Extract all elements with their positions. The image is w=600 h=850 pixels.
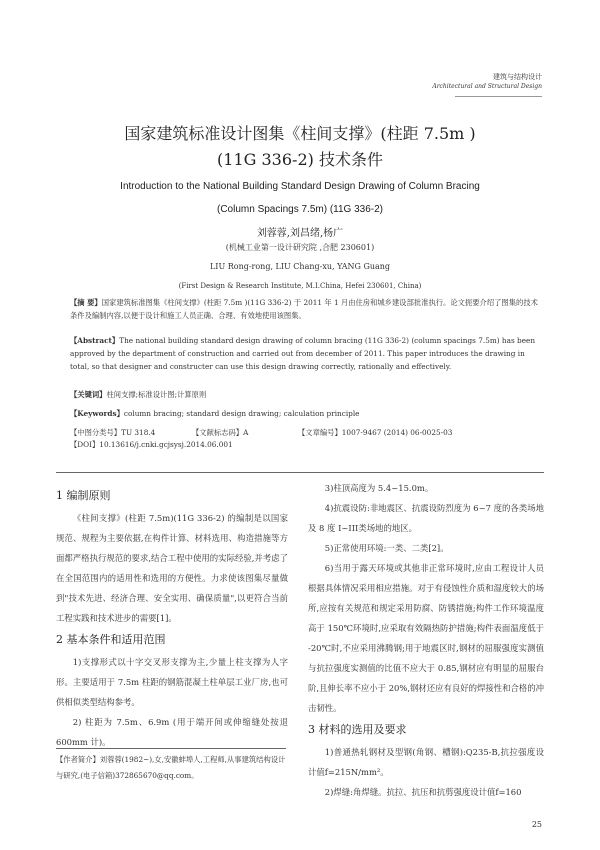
abstract-en-text: The national building standard design drawing of column bracing (11G 336-2) (column spacings 7.5m) has been approved by the department of construction and carried out from december of 2011. This paper introduces the drawing in total, so that designer and constructer can use this design drawing correctly, rationally and effectively. (70, 336, 536, 371)
title-cn-line2: (11G 336-2) 技术条件 (217, 150, 383, 169)
article-id: 【文章编号】1007-9467 (2014) 06-0025-03 (298, 428, 453, 437)
section-2-title: 2 基本条件和适用范围 (56, 633, 166, 646)
keywords-en-label: 【Keywords】 (70, 409, 124, 418)
condition-5: 5)正常使用环境:一类、二类[2]。 (324, 543, 449, 553)
clc-number: 【中图分类号】TU 318.4 (70, 428, 156, 437)
keywords-cn-text: 柱间支撑;标准设计图;计算原则 (106, 390, 207, 399)
material-2: 2)焊缝:角焊缝。抗拉、抗压和抗剪强度设计值f=160 (324, 787, 522, 797)
left-column (56, 484, 288, 752)
keywords-en (70, 407, 540, 420)
running-header (432, 72, 542, 92)
condition-4: 4)抗震设防:非地震区、抗震设防烈度为 6~7 度的各类场地及 8 度 I~III类场地的地区。 (308, 503, 544, 533)
condition-3: 3)柱顶高度为 5.4~15.0m。 (324, 483, 434, 493)
condition-6: 6)当用于露天环境或其他非正常环境时,应由工程设计人员根据具体情况采用相应措施。对于有侵蚀性介质和湿度较大的场所,应按有关规范和规定采用防腐、防锈措施;构件工作环境温度高于 150℃环境时,应采取有效隔热防护措施;构件表面温度低于 -20℃时,不应采用沸腾钢;用于地震区时,钢材的屈服强度实测值与抗拉强度实测值的比值不应大于 0.85,钢材应有明显的屈服台阶,且伸长率不应小于 20%,钢材还应有良好的焊接性和合格的冲击韧性。 (308, 563, 544, 713)
keywords-en-text: column bracing; standard design drawing; calculation principle (123, 409, 360, 418)
document-code: 【文献标志码】A (192, 428, 249, 437)
section-2-para-1: 1)支撑形式以十字交叉形支撑为主,少量上柱支撑为人字形。主要适用于 7.5m 柱距的钢筋混凝土柱单层工业厂房,也可供相似类型结构参考。 (56, 657, 288, 707)
page-number: 25 (531, 820, 542, 829)
abstract-en (70, 334, 540, 373)
header-cn: 建筑与结构设计 (493, 73, 542, 81)
abstract-en-label: 【Abstract】 (70, 336, 120, 345)
header-rule (455, 96, 542, 97)
section-1-title: 1 编制原则 (56, 489, 111, 502)
abstract-cn-text: 国家建筑标准图集《柱间支撑》(柱距 7.5m )(11G 336-2) 于 2011 年 1 月由住房和城乡建设部批准执行。论文扼要介绍了图集的技术条件及编制内容,以便于设计和施工人员正确、合理、有效地使用该图集。 (70, 298, 538, 320)
affiliation-en: (First Design & Research Institute, M.I.China, Hefei 230601, China) (178, 282, 422, 290)
section-1-para: 《柱间支撑》(柱距 7.5m)(11G 336-2) 的编制是以国家规范、规程为主要依据,在构件计算、材料选用、构造措施等方面都严格执行规范的要求,结合工程中使用的实际经验,并考虑了在全国范围内的适用性和选用的方便性。力求使该图集尽量做到"技术先进、经济合理、安全实用、确保质量",以更符合当前工程实践和技术进步的需要[1]。 (56, 513, 288, 623)
title-cn-line1: 国家建筑标准设计图集《柱间支撑》(柱距 7.5m ) (124, 124, 476, 143)
authors-en: LIU Rong-rong, LIU Chang-xu, YANG Guang (209, 262, 391, 271)
author-footnote: 【作者简介】刘蓉蓉(1982~),女,安徽蚌埠人,工程师,从事建筑结构设计与研究,(电子信箱)372865670@qq.com。 (56, 755, 286, 780)
abstract-cn (70, 296, 540, 322)
abstract-rule (56, 472, 544, 473)
doi: 【DOI】10.13616/j.cnki.gcjsysj.2014.06.001 (70, 440, 233, 449)
section-3-title: 3 材料的选用及要求 (308, 723, 407, 736)
keywords-cn-label: 【关键词】 (70, 390, 107, 399)
section-2-para-2: 2) 柱距为 7.5m、6.9m (用于端开间或伸缩缝处按退 600mm 计)。 (56, 717, 288, 747)
title-en-line2: (Column Spacings 7.5m) (11G 336-2) (217, 204, 383, 215)
abstract-cn-label: 【摘 要】 (70, 298, 102, 307)
right-column (308, 478, 544, 802)
keywords-cn (70, 388, 540, 401)
footnote-rule (56, 748, 286, 749)
header-en: Architectural and Structural Design (432, 83, 542, 90)
affiliation-cn: (机械工业第一设计研究院 ,合肥 230601) (225, 243, 375, 252)
authors-cn: 刘蓉蓉,刘昌绪,杨广 (256, 228, 344, 239)
material-1: 1)普通热轧钢材及型钢(角钢、槽钢):Q235-B,抗拉强度设计值f=215N/mm²。 (308, 747, 544, 777)
title-en-line1: Introduction to the National Building Standard Design Drawing of Column Bracing (120, 181, 480, 192)
